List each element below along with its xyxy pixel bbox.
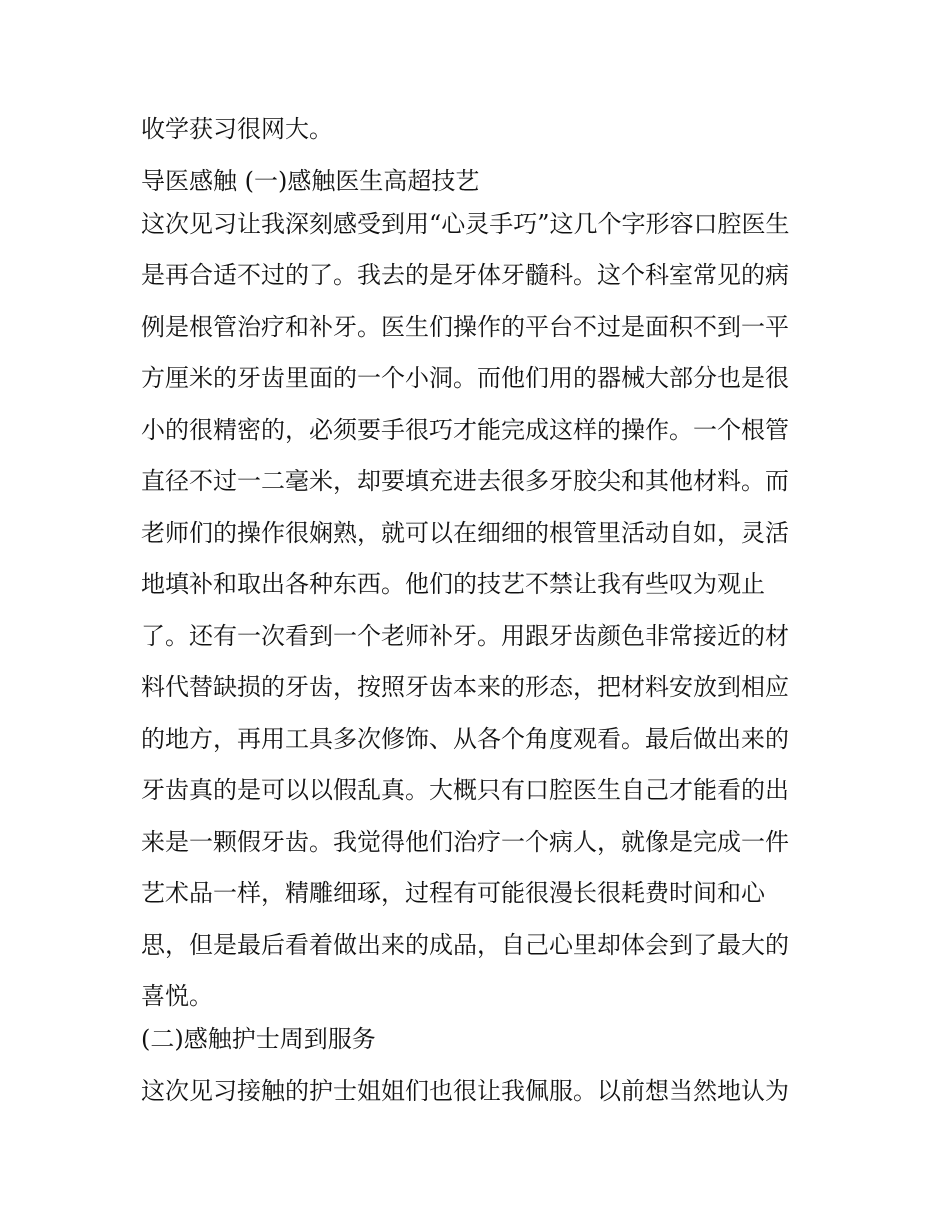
text-line: 喜悦。 xyxy=(141,982,213,1010)
text-line: 老师们的操作很娴熟，就可以在细细的根管里活动自如，灵活 xyxy=(141,518,789,547)
text-line: 思，但是最后看着做出来的成品，自己心里却体会到了最大的 xyxy=(141,930,789,959)
text-line: 了。还有一次看到一个老师补牙。用跟牙齿颜色非常接近的材 xyxy=(141,621,789,650)
text-line: 来是一颗假牙齿。我觉得他们治疗一个病人，就像是完成一件 xyxy=(141,827,789,856)
text-line: 这次见习让我深刻感受到用“心灵手巧”这几个字形容口腔医生 xyxy=(141,209,790,238)
text-line: 小的很精密的，必须要手很巧才能完成这样的操作。一个根管 xyxy=(141,415,789,444)
text-line: 的地方，再用工具多次修饰、从各个角度观看。最后做出来的 xyxy=(141,724,789,753)
text-line: 艺术品一样，精雕细琢，过程有可能很漫长很耗费时间和心 xyxy=(141,879,765,907)
text-line: 例是根管治疗和补牙。医生们操作的平台不过是面积不到一平 xyxy=(141,312,789,341)
text-line: 收学获习很网大。 xyxy=(141,115,333,143)
text-line: 这次见习接触的护士姐姐们也很让我佩服。以前想当然地认为 xyxy=(141,1076,789,1105)
section-heading-two: (二)感触护士周到服务 xyxy=(141,1025,376,1053)
section-heading-one: 导医感触 (一)感触医生高超技艺 xyxy=(141,166,480,195)
text-line: 料代替缺损的牙齿，按照牙齿本来的形态，把材料安放到相应 xyxy=(141,673,789,701)
text-line: 直径不过一二毫米，却要填充进去很多牙胶尖和其他材料。而 xyxy=(141,467,789,495)
text-line: 是再合适不过的了。我去的是牙体牙髓科。这个科室常见的病 xyxy=(141,261,789,289)
document-body xyxy=(141,108,821,1121)
text-line: 地填补和取出各种东西。他们的技艺不禁让我有些叹为观止 xyxy=(141,570,765,598)
text-line: 牙齿真的是可以以假乱真。大概只有口腔医生自己才能看的出 xyxy=(141,776,789,804)
text-line: 方厘米的牙齿里面的一个小洞。而他们用的器械大部分也是很 xyxy=(141,364,789,392)
